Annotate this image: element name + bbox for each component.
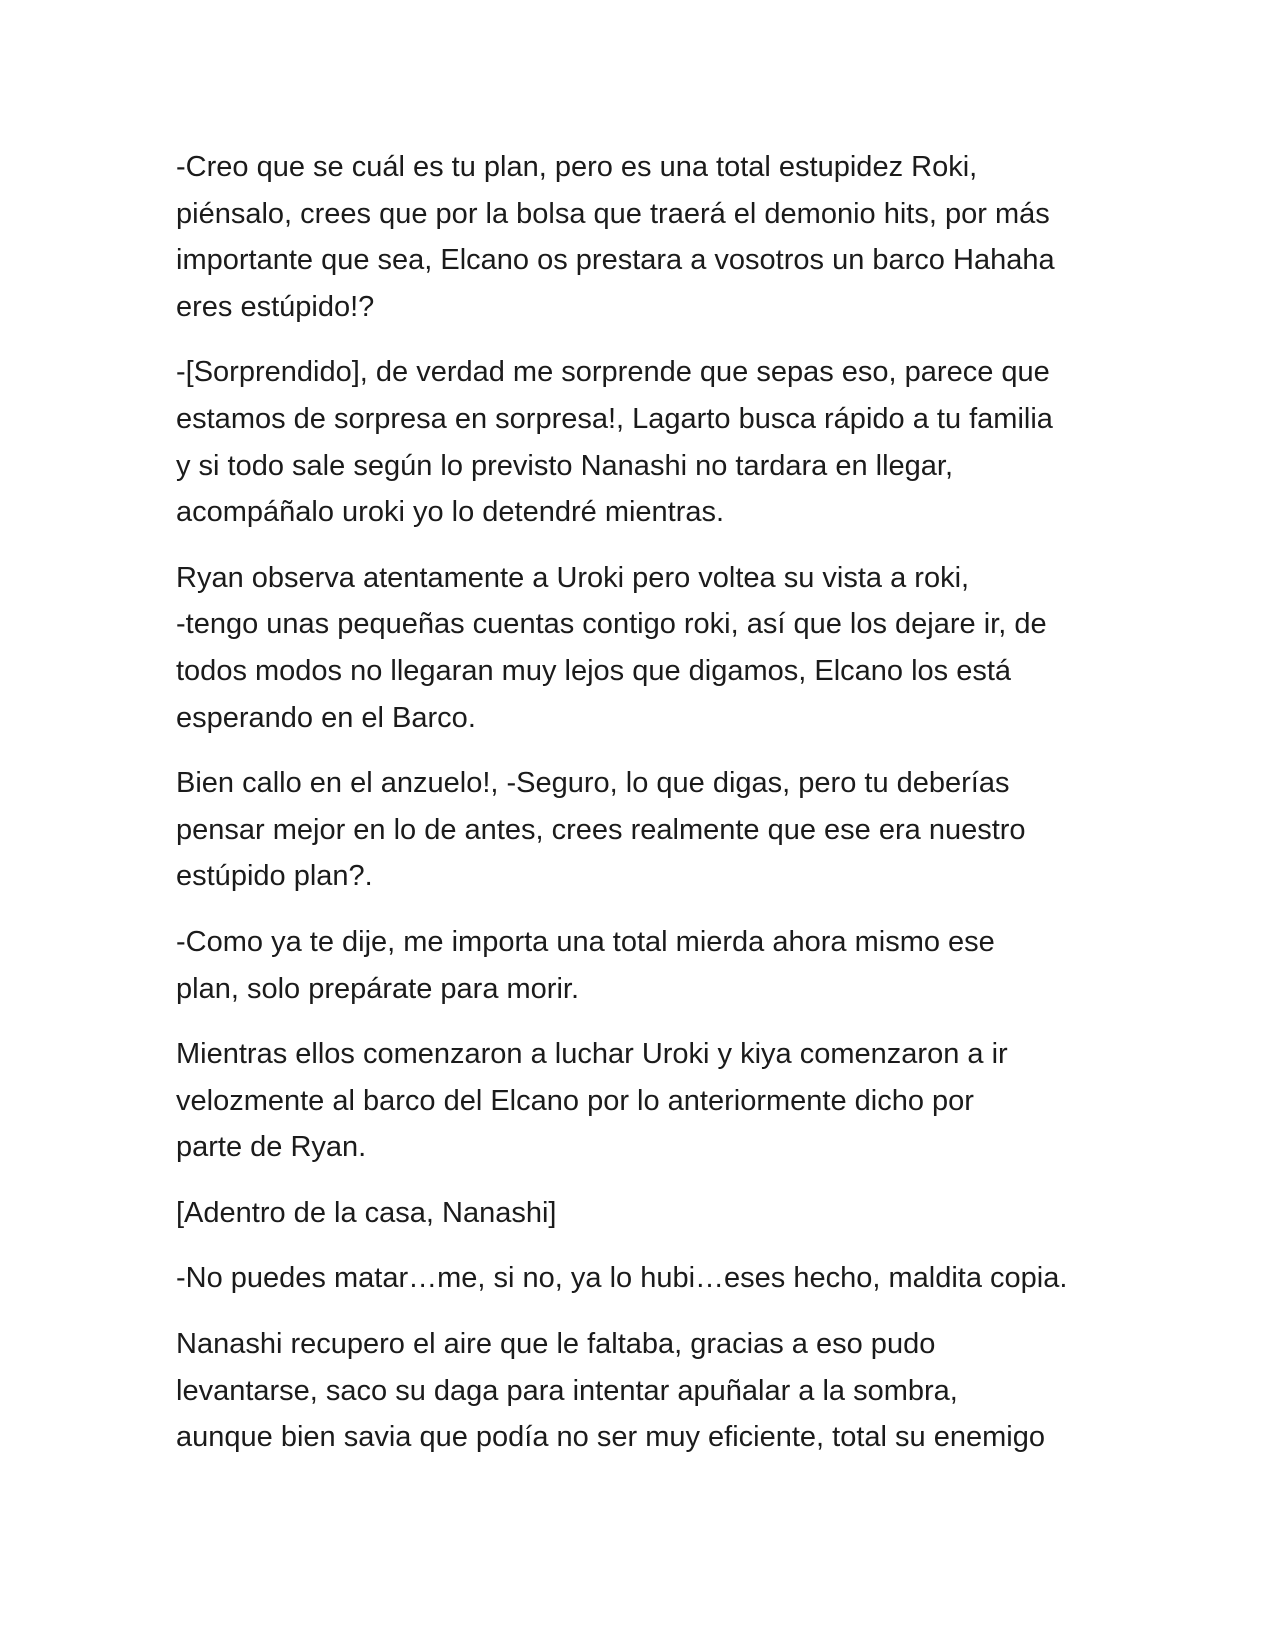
paragraph-8 <box>176 1255 1104 1302</box>
paragraph-line: -[Sorprendido], de verdad me sorprende que sepas eso, parece que <box>176 356 1050 389</box>
paragraph-3 <box>176 555 1104 741</box>
paragraph-line: -Creo que se cuál es tu plan, pero es una total estupidez Roki, <box>176 151 978 183</box>
paragraph-line: Mientras ellos comenzaron a luchar Uroki y kiya comenzaron a ir <box>176 1038 1008 1071</box>
paragraph-7 <box>176 1190 1104 1237</box>
paragraph-line: [Adentro de la casa, Nanashi] <box>176 1196 557 1229</box>
paragraph-line: Ryan observa atentamente a Uroki pero voltea su vista a roki, <box>176 561 970 594</box>
document-body <box>176 144 1104 1480</box>
paragraph-6 <box>176 1031 1104 1171</box>
paragraph-line: estúpido plan?. <box>176 860 373 893</box>
paragraph-line: parte de Ryan. <box>176 1131 367 1164</box>
paragraph-9 <box>176 1321 1104 1461</box>
paragraph-line: -No puedes matar…me, si no, ya lo hubi…eses hecho, maldita copia. <box>176 1262 1068 1295</box>
paragraph-line: plan, solo prepárate para morir. <box>176 972 579 1005</box>
paragraph-line: -tengo unas pequeñas cuentas contigo roki, así que los dejare ir, de <box>176 608 1047 641</box>
paragraph-line: y si todo sale según lo previsto Nanashi no tardara en llegar, <box>176 449 954 482</box>
paragraph-line: acompáñalo uroki yo lo detendré mientras. <box>176 496 725 529</box>
paragraph-1 <box>176 144 1104 330</box>
paragraph-line: importante que sea, Elcano os prestara a vosotros un barco Hahaha <box>176 244 1055 277</box>
paragraph-line: -Como ya te dije, me importa una total mierda ahora mismo ese <box>176 925 995 958</box>
paragraph-line: Bien callo en el anzuelo!, -Seguro, lo que digas, pero tu deberías <box>176 767 1010 800</box>
paragraph-line: esperando en el Barco. <box>176 701 476 734</box>
paragraph-line: levantarse, saco su daga para intentar apuñalar a la sombra, <box>176 1374 958 1407</box>
paragraph-line: todos modos no llegaran muy lejos que digamos, Elcano los está <box>176 654 1012 687</box>
paragraph-line: estamos de sorpresa en sorpresa!, Lagarto busca rápido a tu familia <box>176 402 1053 435</box>
paragraph-line: piénsalo, crees que por la bolsa que traerá el demonio hits, por más <box>176 197 1050 230</box>
paragraph-line: pensar mejor en lo de antes, crees realmente que ese era nuestro <box>176 813 1026 846</box>
paragraph-2 <box>176 349 1104 535</box>
paragraph-line: eres estúpido!? <box>176 290 375 323</box>
paragraph-line: velozmente al barco del Elcano por lo anteriormente dicho por <box>176 1084 974 1117</box>
paragraph-4 <box>176 760 1104 900</box>
paragraph-5 <box>176 919 1104 1012</box>
paragraph-line: aunque bien savia que podía no ser muy eficiente, total su enemigo <box>176 1421 1045 1454</box>
paragraph-line: Nanashi recupero el aire que le faltaba, gracias a eso pudo <box>176 1328 936 1361</box>
